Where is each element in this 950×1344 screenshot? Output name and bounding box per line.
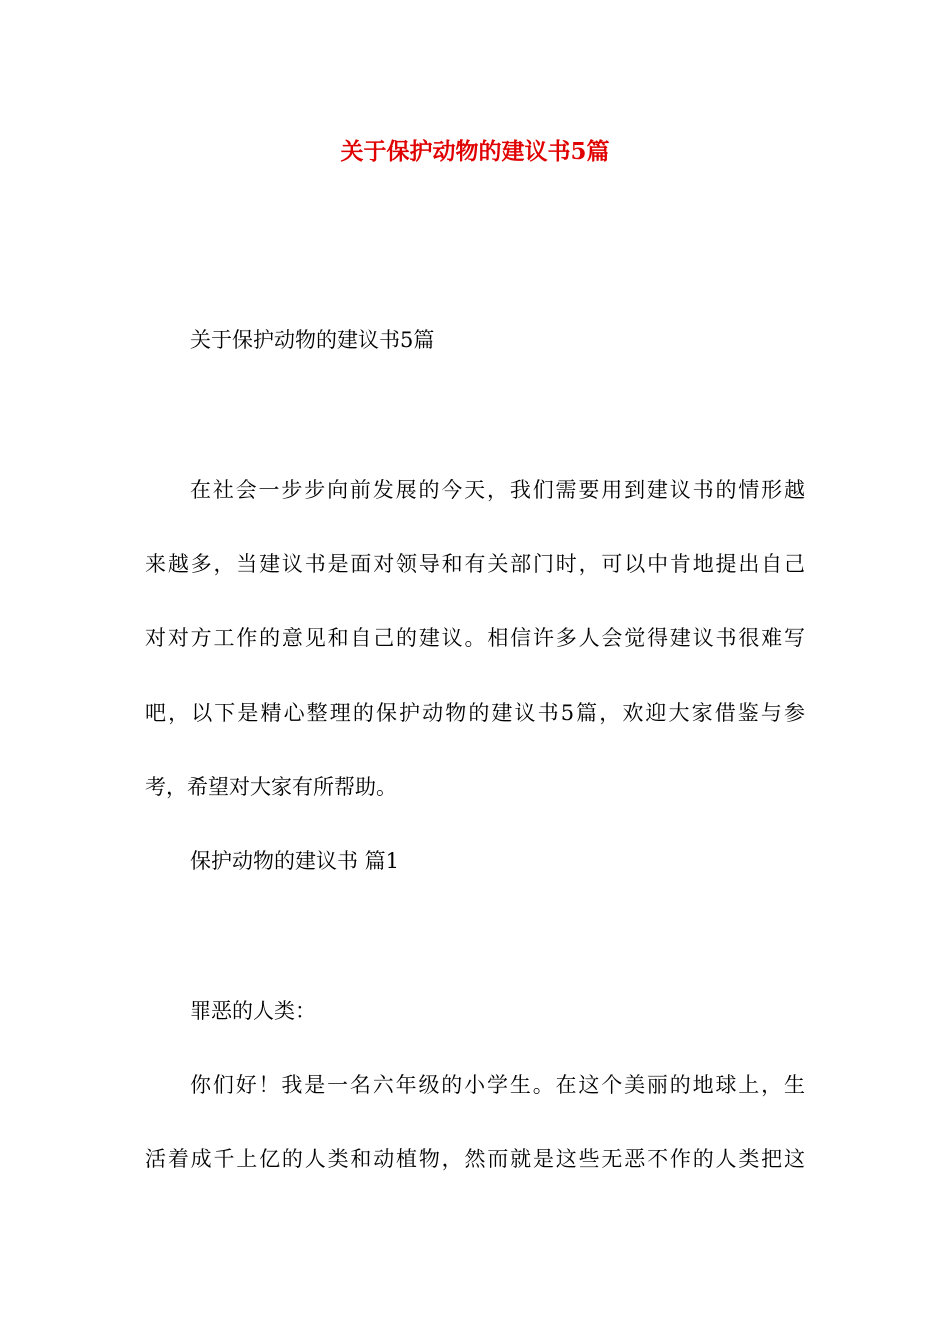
intro-line-5: 考，希望对大家有所帮助。 [145, 775, 397, 799]
intro-line-4: 吧，以下是精心整理的保护动物的建议书5篇，欢迎大家借鉴与参 [145, 701, 805, 725]
intro-line-3: 对对方工作的意见和自己的建议。相信许多人会觉得建议书很难写 [145, 626, 805, 650]
body-line-1: 你们好！我是一名六年级的小学生。在这个美丽的地球上，生 [190, 1073, 805, 1097]
document-title: 关于保护动物的建议书5篇 [340, 138, 610, 165]
letter-salutation: 罪恶的人类： [190, 999, 316, 1023]
document-subtitle: 关于保护动物的建议书5篇 [190, 328, 435, 352]
intro-line-2: 来越多，当建议书是面对领导和有关部门时，可以中肯地提出自己 [145, 552, 805, 576]
intro-line-1: 在社会一步步向前发展的今天，我们需要用到建议书的情形越 [190, 478, 805, 502]
section-heading: 保护动物的建议书 篇1 [190, 849, 400, 873]
body-line-2: 活着成千上亿的人类和动植物，然而就是这些无恶不作的人类把这 [145, 1147, 805, 1171]
